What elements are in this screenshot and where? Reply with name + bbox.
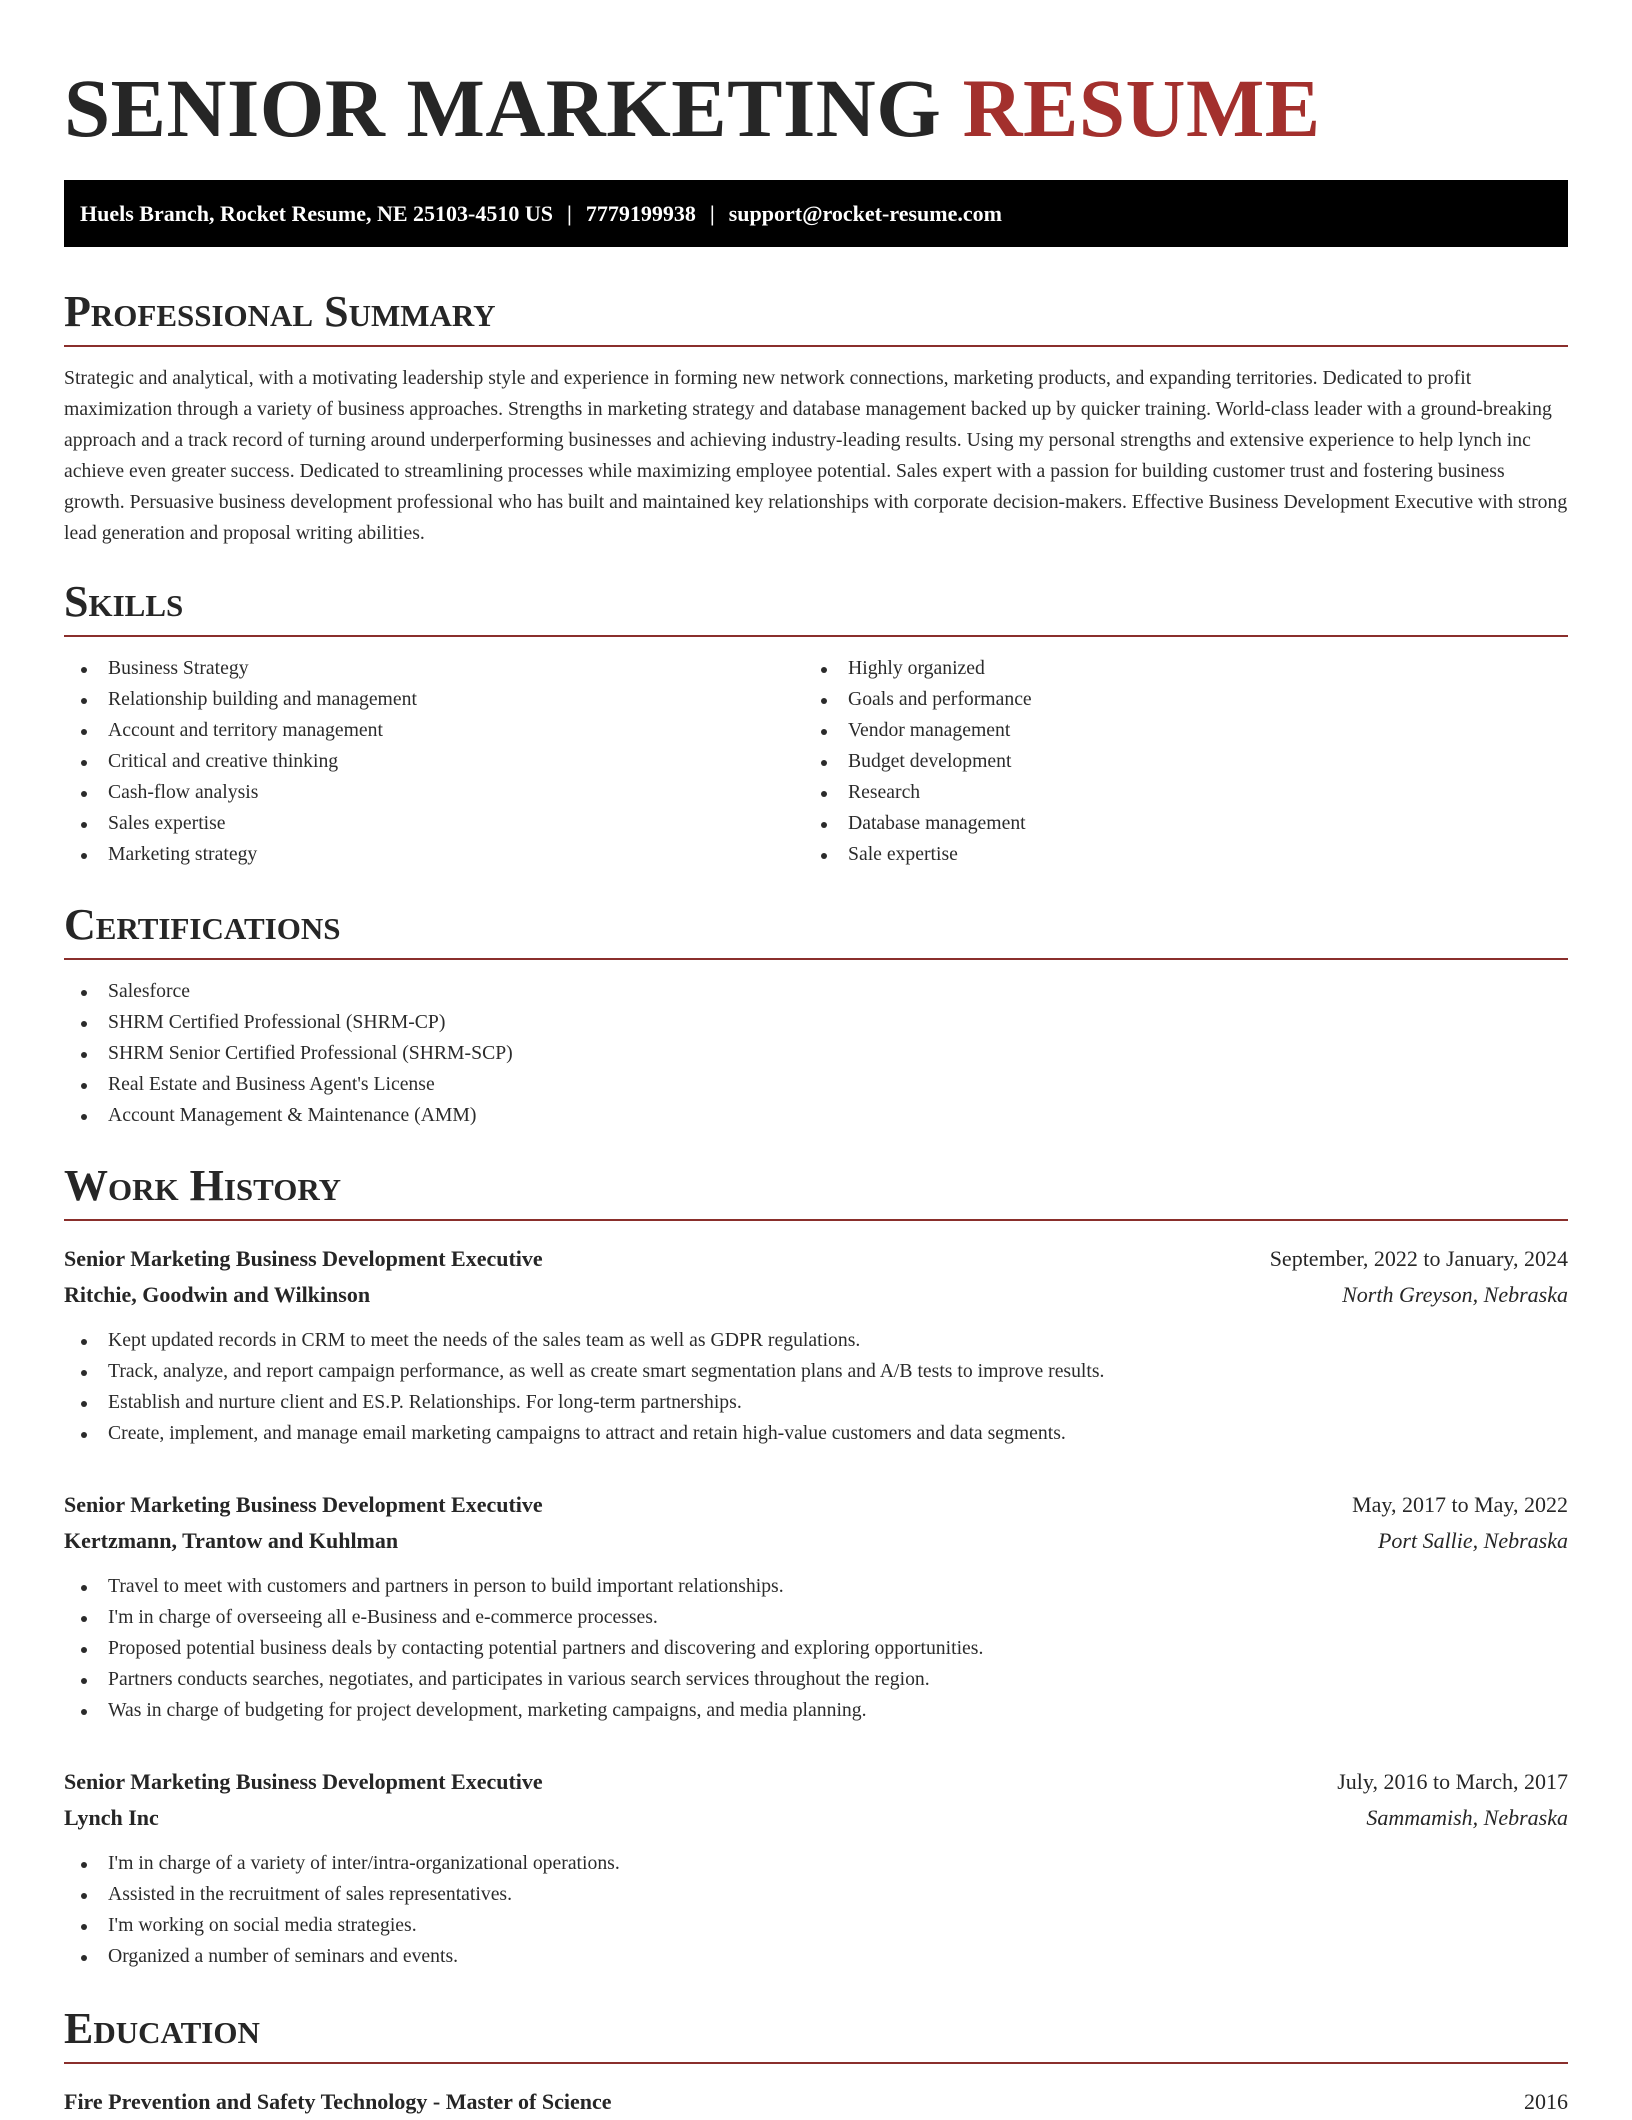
education-degree: Fire Prevention and Safety Technology - Master of Science xyxy=(64,2089,612,2114)
job-duty: Proposed potential business deals by contacting potential partners and discovering and exploring opportunities. xyxy=(64,1633,1568,1664)
job-dates: May, 2017 to May, 2022 xyxy=(1352,1492,1568,1517)
certification-item: Real Estate and Business Agent's License xyxy=(64,1069,1568,1100)
contact-separator: | xyxy=(567,201,572,226)
job-location: Sammamish, Nebraska xyxy=(1366,1805,1568,1830)
certification-item: Salesforce xyxy=(64,976,1568,1007)
contact-email: support@rocket-resume.com xyxy=(728,201,1002,226)
job-title: Senior Marketing Business Development Executive xyxy=(64,1246,543,1271)
contact-phone: 7779199938 xyxy=(585,201,696,226)
job-dates: September, 2022 to January, 2024 xyxy=(1269,1246,1568,1271)
job-duties xyxy=(64,1848,1568,1972)
job-duty: Was in charge of budgeting for project development, marketing campaigns, and media planning. xyxy=(64,1695,1568,1726)
job-duty: I'm in charge of a variety of inter/intra-organizational operations. xyxy=(64,1848,1568,1879)
contact-separator: | xyxy=(709,201,715,226)
skill-item: Critical and creative thinking xyxy=(64,746,804,777)
job-duty: Track, analyze, and report campaign performance, as well as create smart segmentation plans and A/B tests to improve results. xyxy=(64,1356,1568,1387)
resume-page xyxy=(64,0,1568,2120)
job-company: Lynch Inc xyxy=(64,1805,159,1830)
job-header-row xyxy=(64,1764,1568,1800)
skills-heading: Skills xyxy=(64,577,1568,637)
contact-bar xyxy=(64,180,1568,247)
job-company: Kertzmann, Trantow and Kuhlman xyxy=(64,1528,399,1553)
job-location: North Greyson, Nebraska xyxy=(1342,1282,1568,1307)
title-accent: RESUME xyxy=(962,62,1321,154)
education-year: 2016 xyxy=(1524,2089,1568,2114)
job-company-row xyxy=(64,1800,1568,1836)
job-duty: Partners conducts searches, negotiates, and participates in various search services throughout the region. xyxy=(64,1664,1568,1695)
job-header-row xyxy=(64,1241,1568,1277)
job-duty: I'm working on social media strategies. xyxy=(64,1910,1568,1941)
job-duties xyxy=(64,1571,1568,1726)
job-company-row xyxy=(64,1523,1568,1559)
skill-item: Sales expertise xyxy=(64,808,804,839)
certifications-heading: Certifications xyxy=(64,900,1568,960)
education-entry xyxy=(64,2084,1568,2120)
skill-item: Database management xyxy=(804,808,1544,839)
summary-heading: Professional Summary xyxy=(64,287,1568,347)
job-header-row xyxy=(64,1487,1568,1523)
skills-right-column xyxy=(804,653,1544,870)
certifications-list xyxy=(64,976,1568,1131)
job-duty: Kept updated records in CRM to meet the needs of the sales team as well as GDPR regulations. xyxy=(64,1325,1568,1356)
job-entry xyxy=(64,1487,1568,1726)
job-company-row xyxy=(64,1277,1568,1313)
job-entry xyxy=(64,1241,1568,1449)
summary-text: Strategic and analytical, with a motivating leadership style and experience in forming new network connections, marketing products, and expanding territories. Dedicated to profit maximization through a variety of business approaches. Strengths in marketing strategy and database management backed up by quicker training. World-class leader with a ground-breaking approach and a track record of turning around underperforming businesses and achieving industry-leading results. Using my personal strengths and extensive experience to help lynch inc achieve even greater success. Dedicated to streamlining processes while maximizing employee potential. Sales expert with a passion for building customer trust and fostering business growth. Persuasive business development professional who has built and maintained key relationships with corporate decision-makers. Effective Business Development Executive with strong lead generation and proposal writing abilities. xyxy=(64,367,1568,544)
skill-item: Account and territory management xyxy=(64,715,804,746)
job-duty: Create, implement, and manage email marketing campaigns to attract and retain high-value customers and data segments. xyxy=(64,1418,1568,1449)
job-title: Senior Marketing Business Development Executive xyxy=(64,1769,543,1794)
skill-item: Marketing strategy xyxy=(64,839,804,870)
skill-item: Relationship building and management xyxy=(64,684,804,715)
job-duty: Assisted in the recruitment of sales representatives. xyxy=(64,1879,1568,1910)
job-entry xyxy=(64,1764,1568,1972)
skill-item: Highly organized xyxy=(804,653,1544,684)
resume-title xyxy=(64,60,1568,156)
skill-item: Sale expertise xyxy=(804,839,1544,870)
job-location: Port Sallie, Nebraska xyxy=(1377,1528,1568,1553)
skill-item: Vendor management xyxy=(804,715,1544,746)
certification-item: Account Management & Maintenance (AMM) xyxy=(64,1100,1568,1131)
certification-item: SHRM Senior Certified Professional (SHRM-SCP) xyxy=(64,1038,1568,1069)
skills-list xyxy=(64,653,1568,870)
job-duty: Organized a number of seminars and events. xyxy=(64,1941,1568,1972)
skill-item: Goals and performance xyxy=(804,684,1544,715)
certification-item: SHRM Certified Professional (SHRM-CP) xyxy=(64,1007,1568,1038)
skill-item: Cash-flow analysis xyxy=(64,777,804,808)
job-duties xyxy=(64,1325,1568,1449)
skill-item: Research xyxy=(804,777,1544,808)
title-main: SENIOR MARKETING xyxy=(64,62,963,154)
job-title: Senior Marketing Business Development Executive xyxy=(64,1492,543,1517)
contact-address: Huels Branch, Rocket Resume, NE 25103-4510 US xyxy=(80,201,553,226)
skill-item: Budget development xyxy=(804,746,1544,777)
skills-left-column xyxy=(64,653,804,870)
job-duty: I'm in charge of overseeing all e-Business and e-commerce processes. xyxy=(64,1602,1568,1633)
work-history-heading: Work History xyxy=(64,1161,1568,1221)
skill-item: Business Strategy xyxy=(64,653,804,684)
job-dates: July, 2016 to March, 2017 xyxy=(1337,1769,1568,1794)
job-duty: Establish and nurture client and ES.P. Relationships. For long-term partnerships. xyxy=(64,1387,1568,1418)
job-company: Ritchie, Goodwin and Wilkinson xyxy=(64,1282,371,1307)
education-heading: Education xyxy=(64,2004,1568,2064)
job-duty: Travel to meet with customers and partners in person to build important relationships. xyxy=(64,1571,1568,1602)
